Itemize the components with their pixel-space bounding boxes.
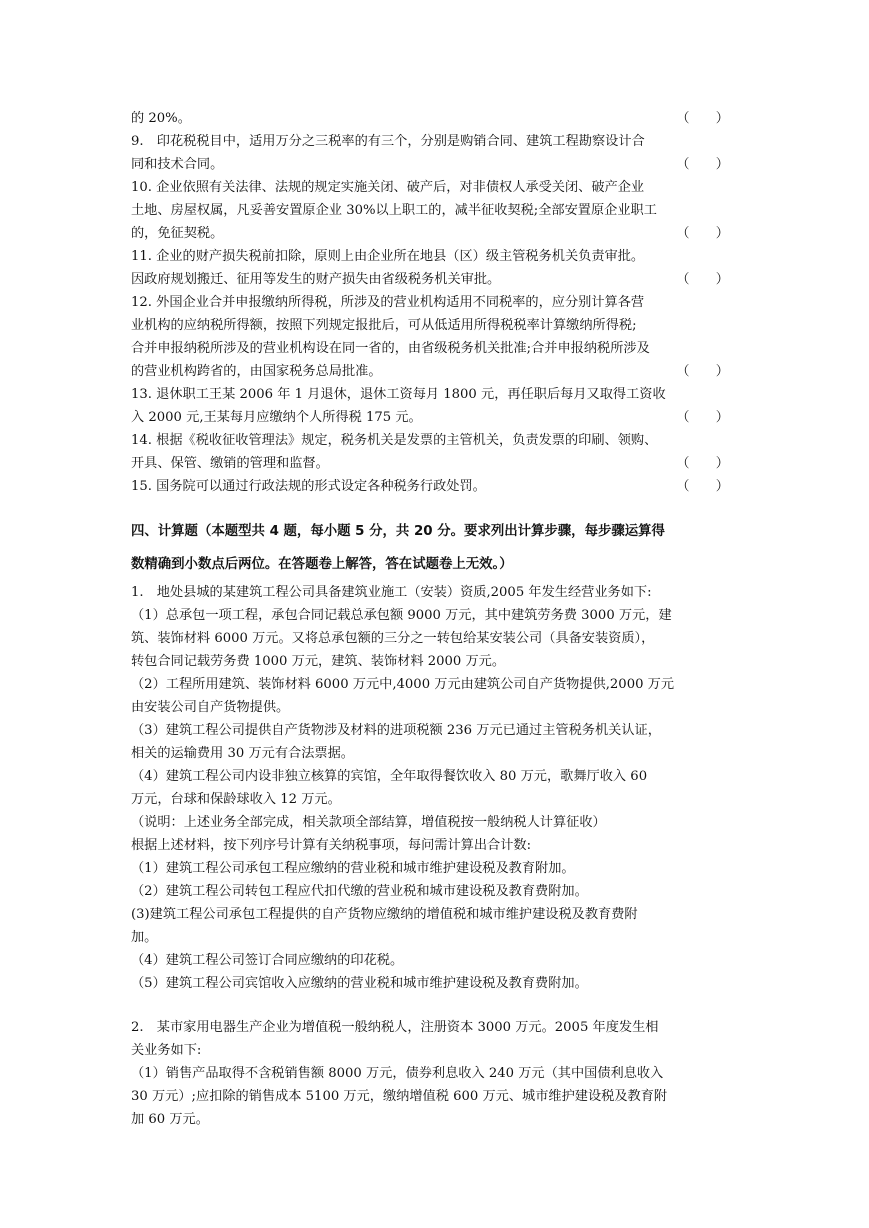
- text-line: 万元，台球和保龄球收入 12 万元。: [131, 792, 341, 807]
- text-line: 土地、房屋权属，凡妥善安置原企业 30%以上职工的，减半征收契税;全部安置原企业职工: [131, 203, 657, 218]
- text-line: 加 60 万元。: [131, 1112, 209, 1127]
- question-1: [131, 581, 729, 995]
- text-line: 15. 国务院可以通过行政法规的形式设定各种税务行政处罚。 （ ）: [131, 475, 729, 498]
- text-line: 合并申报纳税所涉及的营业机构设在同一省的，由省级税务机关批准;合并申报纳税所涉及: [131, 341, 650, 356]
- text-line: （3）建筑工程公司提供自产货物涉及材料的进项税额 236 万元已通过主管税务机关认证，: [131, 723, 661, 738]
- text-line: 10. 企业依照有关法律、法规的规定实施关闭、破产后，对非债权人承受关闭、破产企业: [131, 180, 645, 195]
- text-line: （5）建筑工程公司宾馆收入应缴纳的营业税和城市维护建设税及教育费附加。: [131, 976, 588, 991]
- judge-item-11: [131, 245, 729, 291]
- answer-parentheses[interactable]: （ ）: [676, 157, 729, 172]
- answer-parentheses[interactable]: （ ）: [676, 479, 729, 494]
- heading-line: 数精确到小数点后两位。在答题卷上解答，答在试题卷上无效。）: [131, 557, 513, 572]
- answer-parentheses[interactable]: （ ）: [676, 226, 729, 241]
- text-line: 根据上述材料，按下列序号计算有关纳税事项，每问需计算出合计数:: [131, 838, 532, 853]
- judge-item-10: [131, 176, 729, 245]
- text-line: 开具、保管、缴销的管理和监督。 （ ）: [131, 452, 729, 475]
- text-line: （2）工程所用建筑、装饰材料 6000 万元中,4000 万元由建筑公司自产货物提供,2000 万元: [131, 677, 675, 692]
- text-line: （4）建筑工程公司签订合同应缴纳的印花税。: [131, 953, 404, 968]
- spacer: [131, 498, 729, 515]
- text-line: 关业务如下:: [131, 1043, 202, 1058]
- text-line: （2）建筑工程公司转包工程应代扣代缴的营业税和城市建设税及教育费附加。: [131, 884, 588, 899]
- section-heading: [131, 515, 729, 581]
- text-line: 筑、装饰材料 6000 万元。又将总承包额的三分之一转包给某安装公司（具备安装资质），: [131, 631, 655, 646]
- text-line: 业机构的应纳税所得额，按照下列规定报批后，可从低适用所得税税率计算缴纳所得税;: [131, 318, 637, 333]
- text-line: 的，免征契税。 （ ）: [131, 222, 729, 245]
- judge-item-15: [131, 475, 729, 498]
- text-line: 30 万元）;应扣除的销售成本 5100 万元，缴纳增值税 600 万元、城市维护建设税及教育附: [131, 1089, 668, 1104]
- judge-item-13: [131, 383, 729, 429]
- text-line: 因政府规划搬迁、征用等发生的财产损失由省级税务机关审批。 （ ）: [131, 268, 729, 291]
- heading-line: 四、计算题（本题型共 4 题，每小题 5 分，共 20 分。要求列出计算步骤，每步骤运算得: [131, 524, 665, 539]
- judge-item-12: [131, 291, 729, 383]
- text-line: 由安装公司自产货物提供。: [131, 700, 290, 715]
- answer-parentheses[interactable]: （ ）: [676, 364, 729, 379]
- text-line: 加。: [131, 930, 158, 945]
- question-2: [131, 1016, 729, 1131]
- text-line: （说明：上述业务全部完成，相关款项全部结算，增值税按一般纳税人计算征收）: [131, 815, 606, 830]
- document-page: [131, 107, 729, 1131]
- text-line: 转包合同记载劳务费 1000 万元，建筑、装饰材料 2000 万元。: [131, 654, 506, 669]
- text-line: 11. 企业的财产损失税前扣除，原则上由企业所在地县（区）级主管税务机关负责审批。: [131, 249, 645, 264]
- answer-parentheses[interactable]: （ ）: [676, 111, 729, 126]
- judge-item-9: [131, 130, 729, 176]
- text-line: 相关的运输费用 30 万元有合法票据。: [131, 746, 354, 761]
- text-line: 14. 根据《税收征收管理法》规定，税务机关是发票的主管机关，负责发票的印刷、领购、: [131, 433, 658, 448]
- text-line: 的营业机构跨省的，由国家税务总局批准。 （ ）: [131, 360, 729, 383]
- text-line: 13. 退休职工王某 2006 年 1 月退休，退休工资每月 1800 元，再任职后每月又取得工资收: [131, 387, 666, 402]
- text-line: (3)建筑工程公司承包工程提供的自产货物应缴纳的增值税和城市维护建设税及教育费附: [131, 907, 638, 922]
- text-line: 1. 地处县城的某建筑工程公司具备建筑业施工（安装）资质,2005 年发生经营业务如下:: [131, 585, 652, 600]
- text-line: 2. 某市家用电器生产企业为增值税一般纳税人，注册资本 3000 万元。2005 年度发生相: [131, 1020, 659, 1035]
- text-line: （1）建筑工程公司承包工程应缴纳的营业税和城市维护建设税及教育附加。: [131, 861, 575, 876]
- text-line: （1）销售产品取得不含税销售额 8000 万元，债券利息收入 240 万元（其中国债利息收入: [131, 1066, 664, 1081]
- text-line: （1）总承包一项工程，承包合同记载总承包额 9000 万元，其中建筑劳务费 3000 万元，建: [131, 608, 672, 623]
- answer-parentheses[interactable]: （ ）: [676, 272, 729, 287]
- spacer: [131, 995, 729, 1016]
- text-line: 的 20%。 （ ）: [131, 107, 729, 130]
- answer-parentheses[interactable]: （ ）: [676, 410, 729, 425]
- judge-item-8: [131, 107, 729, 130]
- text-line: 12. 外国企业合并申报缴纳所得税，所涉及的营业机构适用不同税率的，应分别计算各营: [131, 295, 645, 310]
- text-line: 同和技术合同。 （ ）: [131, 153, 729, 176]
- answer-parentheses[interactable]: （ ）: [676, 456, 729, 471]
- judge-item-14: [131, 429, 729, 475]
- text-line: 9. 印花税税目中，适用万分之三税率的有三个，分别是购销合同、建筑工程勘察设计合: [131, 134, 645, 149]
- text-line: 入 2000 元,王某每月应缴纳个人所得税 175 元。 （ ）: [131, 406, 729, 429]
- text-line: （4）建筑工程公司内设非独立核算的宾馆，全年取得餐饮收入 80 万元，歌舞厅收入 60: [131, 769, 648, 784]
